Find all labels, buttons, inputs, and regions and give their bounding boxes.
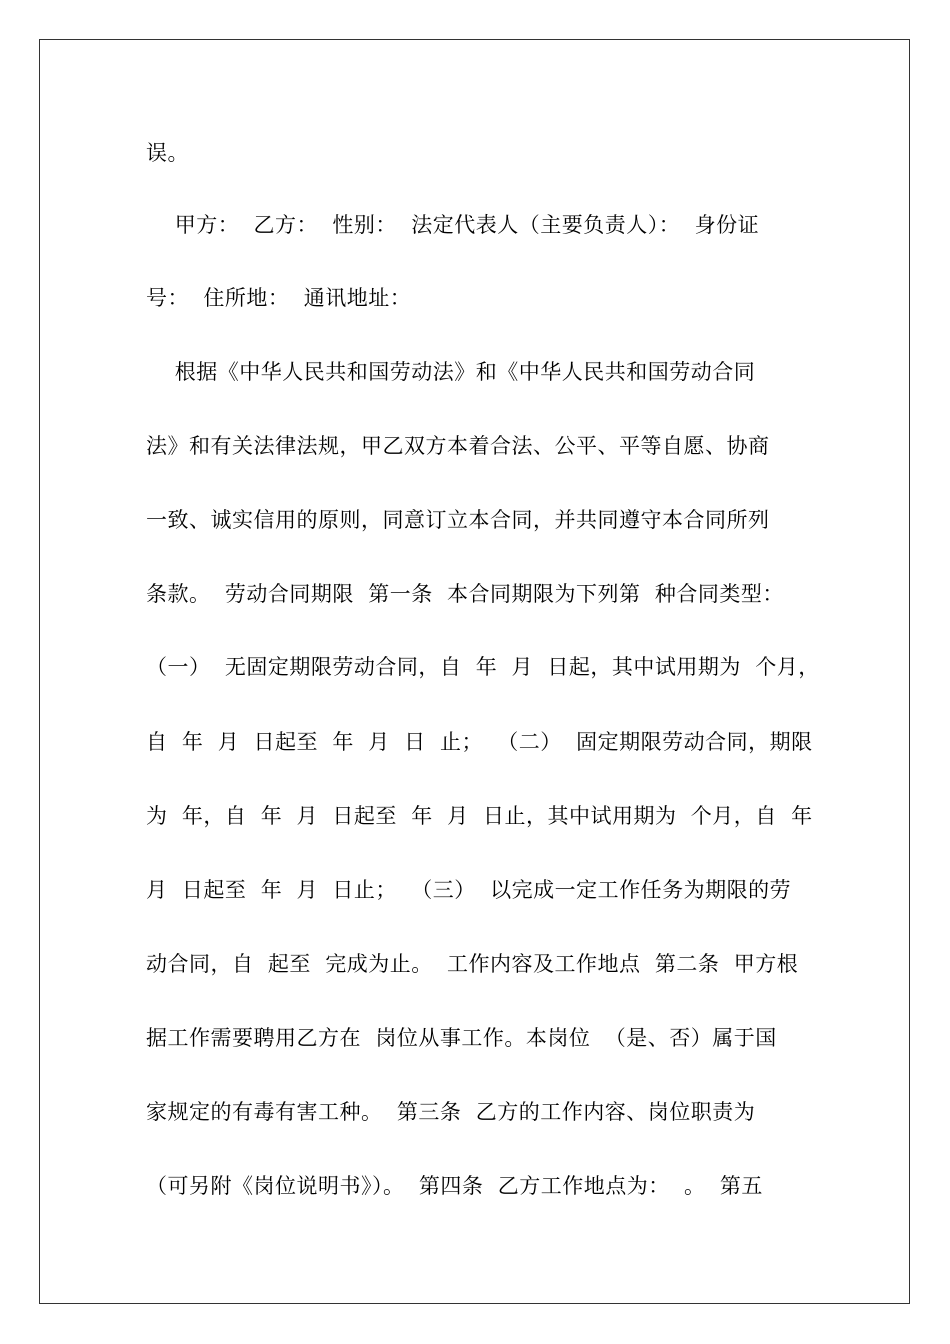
text-line-14: 家规定的有毒有害工种。 第三条 乙方的工作内容、岗位职责为 [146, 1100, 756, 1124]
text-line-7: 条款。 劳动合同期限 第一条 本合同期限为下列第 种合同类型： [146, 582, 784, 606]
text-line-2: 甲方： 乙方： 性别： 法定代表人（主要负责人）： 身份证 [146, 213, 760, 237]
text-line-4: 根据《中华人民共和国劳动法》和《中华人民共和国劳动合同 [146, 360, 756, 384]
text-line-5: 法》和有关法律法规，甲乙双方本着合法、公平、平等自愿、协商 [146, 434, 770, 458]
text-line-10: 为 年，自 年 月 日起至 年 月 日止，其中试用期为 个月，自 年 [146, 804, 813, 828]
text-line-8: （一） 无固定期限劳动合同，自 年 月 日起，其中试用期为 个月， [146, 655, 820, 679]
text-line-12: 动合同，自 起至 完成为止。 工作内容及工作地点 第二条 甲方根 [146, 952, 799, 976]
text-line-3: 号： 住所地： 通讯地址： [146, 286, 412, 310]
text-line-6: 一致、诚实信用的原则，同意订立本合同，并共同遵守本合同所列 [146, 508, 770, 532]
text-line-15: （可另附《岗位说明书》）。 第四条 乙方工作地点为： 。 第五 [146, 1174, 763, 1198]
text-line-1: 误。 [146, 141, 189, 165]
text-line-9: 自 年 月 日起至 年 月 日 止； （二） 固定期限劳动合同，期限 [146, 730, 813, 754]
text-line-13: 据工作需要聘用乙方在 岗位从事工作。本岗位 （是、否）属于国 [146, 1026, 777, 1050]
text-line-11: 月 日起至 年 月 日止； （三） 以完成一定工作任务为期限的劳 [146, 878, 792, 902]
